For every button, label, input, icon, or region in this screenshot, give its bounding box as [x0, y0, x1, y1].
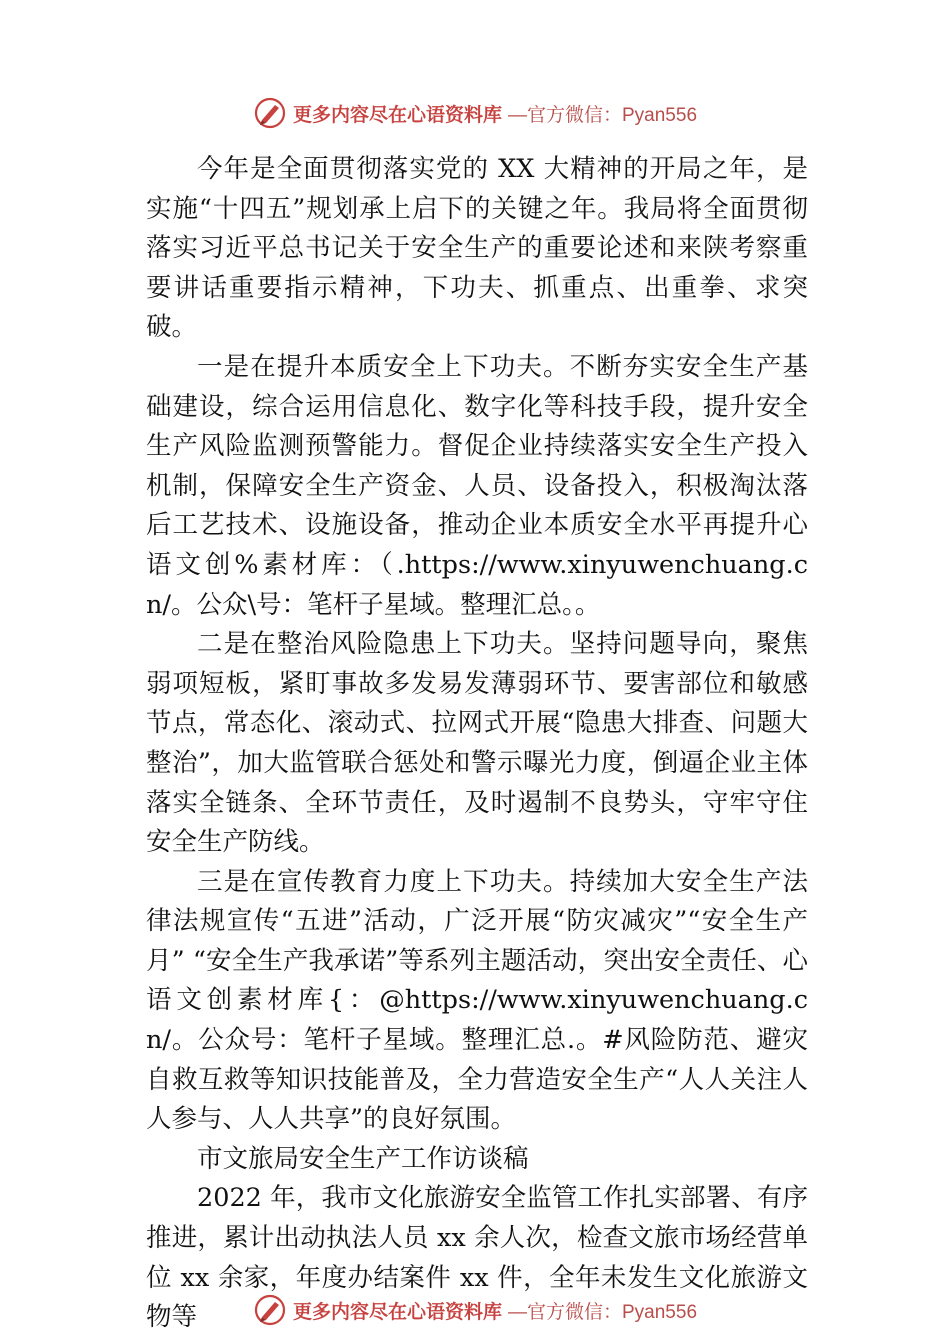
footer-banner-wechat: —官方微信：Pyan556: [508, 1301, 698, 1323]
header-banner: [0, 93, 950, 133]
paragraph-point-three: 三是在宣传教育力度上下功夫。持续加大安全生产法律法规宣传“五进”活动，广泛开展“防灾减灾”“安全生产月” “安全生产我承诺”等系列主题活动，突出安全责任、心语文创素材库{：@https://www.xinyuwenchuang.cn/。公众号：笔杆子星域。整理汇总.。#风险防范、避灾自救互救等知识技能普及，全力营造安全生产“人人关注人人参与、人人共享”的良好氛围。: [146, 866, 808, 1135]
paragraph-point-two: 二是在整治风险隐患上下功夫。坚持问题导向，聚焦弱项短板，紧盯事故多发易发薄弱环节、要害部位和敏感节点，常态化、滚动式、拉网式开展“隐患大排查、问题大整治”，加大监管联合惩处和警示曝光力度，倒逼企业主体落实全链条、全环节责任，及时遏制不良势头，守牢守住安全生产防线。: [146, 629, 808, 858]
paragraph-point-one: 一是在提升本质安全上下功夫。不断夯实安全生产基础建设，综合运用信息化、数字化等科技手段，提升安全生产风险监测预警能力。督促企业持续落实安全生产投入机制，保障安全生产资金、人员、设备投入，积极淘汰落后工艺技术、设施设备，推动企业本质安全水平再提升心语文创%素材库：（.https://www.xinyuwenchuang.cn/。公众\号：笔杆子星域。整理汇总。。: [146, 351, 808, 620]
section-title: 市文旅局安全生产工作访谈稿: [197, 1143, 529, 1174]
footer-banner: [0, 1290, 950, 1330]
header-banner-wechat: —官方微信：Pyan556: [508, 104, 698, 126]
paragraph-2022-summary: 2022 年，我市文化旅游安全监管工作扎实部署、有序推进，累计出动执法人员 xx 余人次，检查文旅市场经营单位 xx 余家，年度办结案件 xx 件，全年未发生文化旅游文物等: [146, 1183, 808, 1333]
footer-banner-text: 更多内容尽在心语资料库: [292, 1300, 502, 1323]
pen-logo-icon: [253, 96, 287, 130]
document-body: [146, 150, 808, 1338]
header-banner-text: 更多内容尽在心语资料库: [292, 103, 502, 126]
pen-logo-icon: [253, 1293, 287, 1327]
paragraph-intro: 今年是全面贯彻落实党的 XX 大精神的开局之年，是实施“十四五”规划承上启下的关键之年。我局将全面贯彻落实习近平总书记关于安全生产的重要论述和来陕考察重要讲话重要指示精神，下功夫、抓重点、出重拳、求突破。: [146, 154, 808, 343]
